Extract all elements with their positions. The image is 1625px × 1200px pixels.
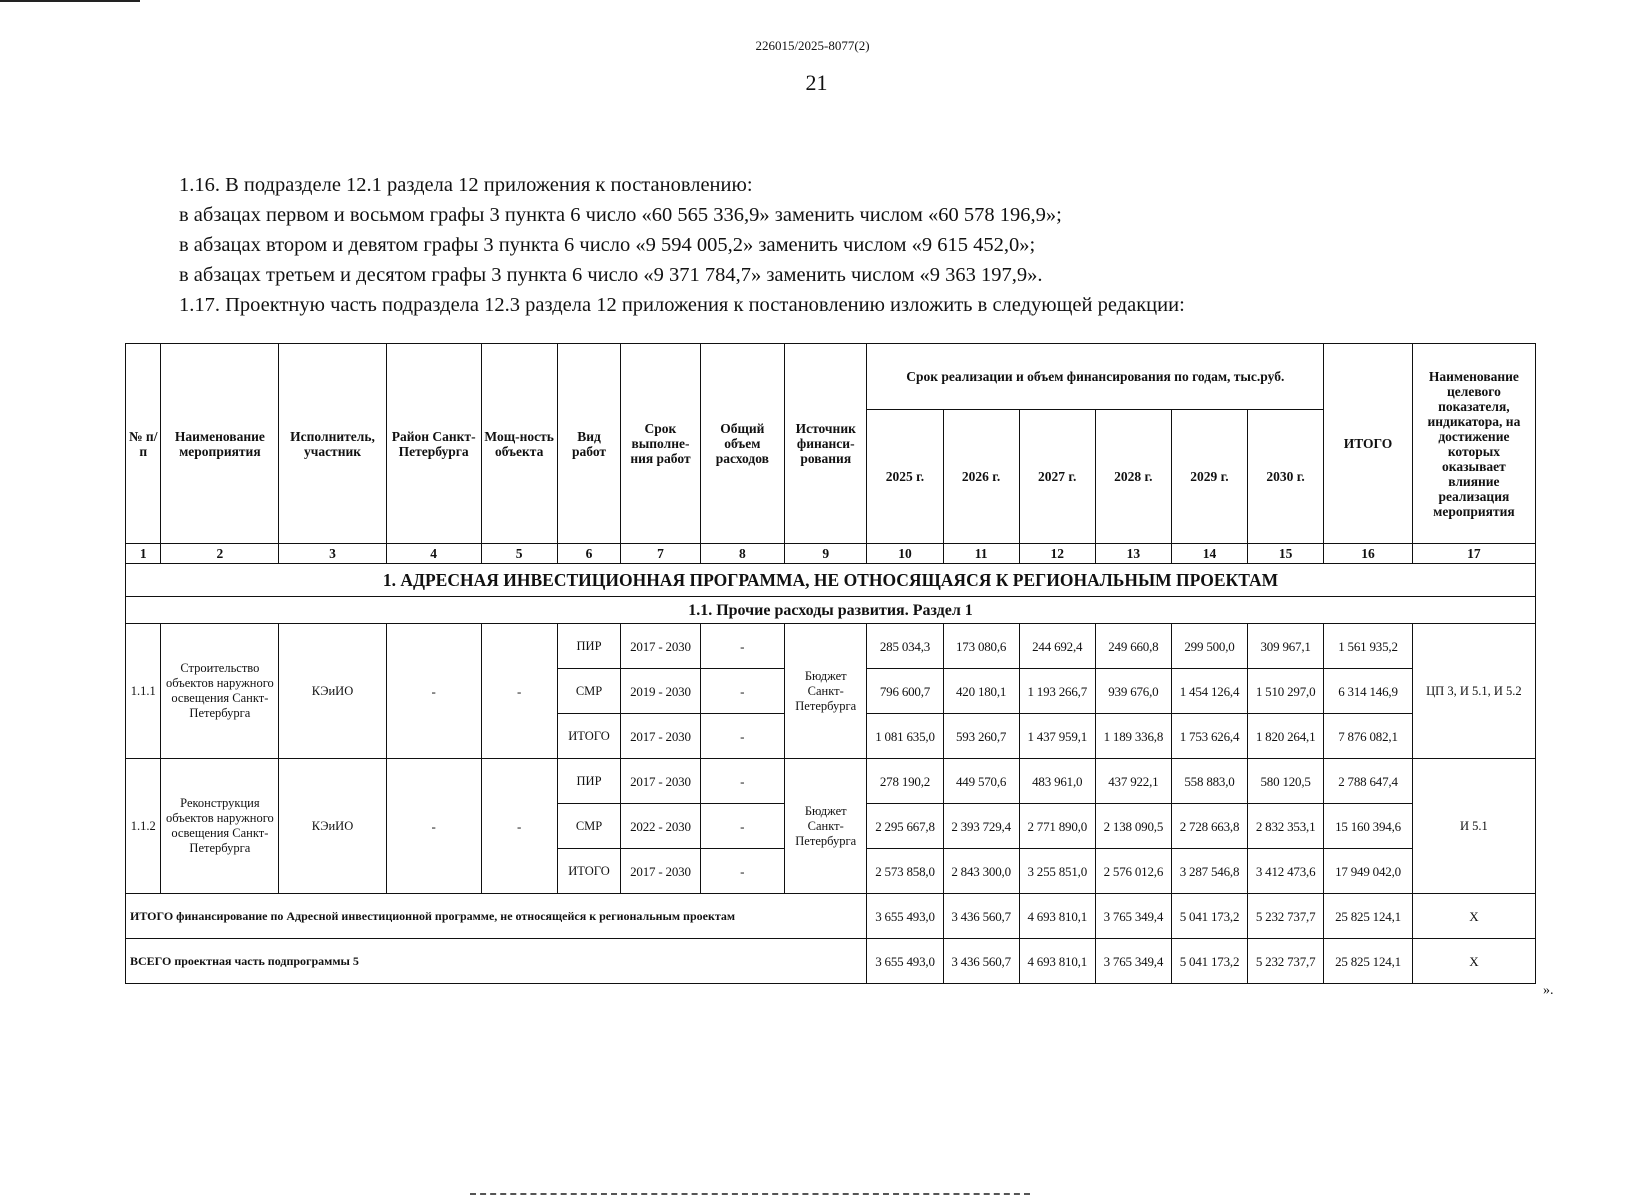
value-2028: 3 765 349,4 bbox=[1095, 894, 1171, 939]
total-cost: - bbox=[700, 804, 784, 849]
work-type: ПИР bbox=[557, 759, 621, 804]
value-2026: 420 180,1 bbox=[943, 669, 1019, 714]
totals-indicator: Х bbox=[1412, 939, 1535, 984]
header-term: Срок выполне-ния работ bbox=[621, 344, 700, 544]
table-row bbox=[126, 624, 1536, 669]
total-cost: - bbox=[700, 714, 784, 759]
item-name: Реконструкция объектов наружного освещения Санкт-Петербурга bbox=[161, 759, 279, 894]
table-row bbox=[126, 759, 1536, 804]
value-2027: 3 255 851,0 bbox=[1019, 849, 1095, 894]
value-2028: 1 189 336,8 bbox=[1095, 714, 1171, 759]
value-2027: 483 961,0 bbox=[1019, 759, 1095, 804]
section-title: 1. АДРЕСНАЯ ИНВЕСТИЦИОННАЯ ПРОГРАММА, НЕ ОТНОСЯЩАЯСЯ К РЕГИОНАЛЬНЫМ ПРОЕКТАМ bbox=[126, 564, 1536, 597]
value-2026: 593 260,7 bbox=[943, 714, 1019, 759]
col-number: 5 bbox=[481, 544, 557, 564]
item-indicator: И 5.1 bbox=[1412, 759, 1535, 894]
value-2025: 3 655 493,0 bbox=[867, 939, 943, 984]
col-number: 10 bbox=[867, 544, 943, 564]
value-2028: 939 676,0 bbox=[1095, 669, 1171, 714]
col-number: 15 bbox=[1248, 544, 1324, 564]
header-indicator: Наименование целевого показателя, индикатора, на достижение которых оказывает влияние реализация мероприятия bbox=[1412, 344, 1535, 544]
header-year-2025: 2025 г. bbox=[867, 410, 943, 544]
term: 2017 - 2030 bbox=[621, 849, 700, 894]
header-name: Наименование мероприятия bbox=[161, 344, 279, 544]
header-itogo: ИТОГО bbox=[1324, 344, 1413, 544]
value-2029: 1 753 626,4 bbox=[1171, 714, 1247, 759]
col-number: 13 bbox=[1095, 544, 1171, 564]
scan-bottom-line bbox=[470, 1193, 1030, 1197]
value-2028: 2 138 090,5 bbox=[1095, 804, 1171, 849]
scan-edge-line bbox=[0, 0, 140, 2]
total-cost: - bbox=[700, 624, 784, 669]
paragraph-line: в абзацах втором и девятом графы 3 пункта 6 число «9 594 005,2» заменить числом «9 615 452,0»; bbox=[179, 234, 1036, 256]
header-year-2030: 2030 г. bbox=[1248, 410, 1324, 544]
item-executor: КЭиИО bbox=[279, 759, 386, 894]
value-2030: 5 232 737,7 bbox=[1248, 939, 1324, 984]
value-2029: 299 500,0 bbox=[1171, 624, 1247, 669]
value-2026: 2 393 729,4 bbox=[943, 804, 1019, 849]
col-number: 16 bbox=[1324, 544, 1413, 564]
item-num: 1.1.2 bbox=[126, 759, 161, 894]
value-2029: 5 041 173,2 bbox=[1171, 894, 1247, 939]
header-num: № п/п bbox=[126, 344, 161, 544]
item-num: 1.1.1 bbox=[126, 624, 161, 759]
item-source: Бюджет Санкт-Петербурга bbox=[785, 759, 867, 894]
value-2030: 580 120,5 bbox=[1248, 759, 1324, 804]
value-2027: 1 193 266,7 bbox=[1019, 669, 1095, 714]
value-2030: 3 412 473,6 bbox=[1248, 849, 1324, 894]
value-2029: 1 454 126,4 bbox=[1171, 669, 1247, 714]
value-2029: 558 883,0 bbox=[1171, 759, 1247, 804]
value-2025: 278 190,2 bbox=[867, 759, 943, 804]
col-number: 8 bbox=[700, 544, 784, 564]
header-executor: Исполнитель, участник bbox=[279, 344, 386, 544]
item-district: - bbox=[386, 759, 481, 894]
item-capacity: - bbox=[481, 759, 557, 894]
closing-quote: ». bbox=[1543, 983, 1554, 998]
value-2030: 5 232 737,7 bbox=[1248, 894, 1324, 939]
value-2026: 2 843 300,0 bbox=[943, 849, 1019, 894]
total-cost: - bbox=[700, 669, 784, 714]
col-number: 4 bbox=[386, 544, 481, 564]
totals-label: ВСЕГО проектная часть подпрограммы 5 bbox=[126, 939, 867, 984]
header-capacity: Мощ-ность объекта bbox=[481, 344, 557, 544]
work-type: ПИР bbox=[557, 624, 621, 669]
column-number-row bbox=[126, 544, 1536, 564]
value-2025: 3 655 493,0 bbox=[867, 894, 943, 939]
col-number: 3 bbox=[279, 544, 386, 564]
col-number: 2 bbox=[161, 544, 279, 564]
value-2025: 2 295 667,8 bbox=[867, 804, 943, 849]
totals-indicator: Х bbox=[1412, 894, 1535, 939]
value-total: 6 314 146,9 bbox=[1324, 669, 1413, 714]
value-2030: 1 820 264,1 bbox=[1248, 714, 1324, 759]
term: 2022 - 2030 bbox=[621, 804, 700, 849]
value-total: 25 825 124,1 bbox=[1324, 894, 1413, 939]
value-2026: 3 436 560,7 bbox=[943, 894, 1019, 939]
header-district: Район Санкт-Петербурга bbox=[386, 344, 481, 544]
value-total: 17 949 042,0 bbox=[1324, 849, 1413, 894]
item-executor: КЭиИО bbox=[279, 624, 386, 759]
term: 2017 - 2030 bbox=[621, 759, 700, 804]
totals-row bbox=[126, 894, 1536, 939]
term: 2017 - 2030 bbox=[621, 714, 700, 759]
document-number: 226015/2025-8077(2) bbox=[755, 38, 870, 53]
value-2025: 2 573 858,0 bbox=[867, 849, 943, 894]
header-year-2026: 2026 г. bbox=[943, 410, 1019, 544]
value-total: 1 561 935,2 bbox=[1324, 624, 1413, 669]
value-2026: 173 080,6 bbox=[943, 624, 1019, 669]
paragraph-1-16: 1.16. В подразделе 12.1 раздела 12 приложения к постановлению: bbox=[179, 174, 753, 196]
header-year-2027: 2027 г. bbox=[1019, 410, 1095, 544]
header-year-2028: 2028 г. bbox=[1095, 410, 1171, 544]
value-2030: 1 510 297,0 bbox=[1248, 669, 1324, 714]
work-type: ИТОГО bbox=[557, 714, 621, 759]
value-2027: 2 771 890,0 bbox=[1019, 804, 1095, 849]
item-capacity: - bbox=[481, 624, 557, 759]
paragraph-1-17: 1.17. Проектную часть подраздела 12.3 раздела 12 приложения к постановлению изложить в следующей редакции: bbox=[179, 294, 1185, 316]
item-source: Бюджет Санкт-Петербурга bbox=[785, 624, 867, 759]
col-number: 6 bbox=[557, 544, 621, 564]
total-cost: - bbox=[700, 849, 784, 894]
value-2026: 3 436 560,7 bbox=[943, 939, 1019, 984]
total-cost: - bbox=[700, 759, 784, 804]
value-2026: 449 570,6 bbox=[943, 759, 1019, 804]
header-total-cost: Общий объем расходов bbox=[700, 344, 784, 544]
value-total: 2 788 647,4 bbox=[1324, 759, 1413, 804]
totals-label: ИТОГО финансирование по Адресной инвестиционной программе, не относящейся к региональным проектам bbox=[126, 894, 867, 939]
value-2027: 244 692,4 bbox=[1019, 624, 1095, 669]
page-number: 21 bbox=[805, 70, 828, 95]
col-number: 11 bbox=[943, 544, 1019, 564]
value-2025: 796 600,7 bbox=[867, 669, 943, 714]
item-indicator: ЦП 3, И 5.1, И 5.2 bbox=[1412, 624, 1535, 759]
value-2027: 1 437 959,1 bbox=[1019, 714, 1095, 759]
value-2025: 285 034,3 bbox=[867, 624, 943, 669]
value-2030: 2 832 353,1 bbox=[1248, 804, 1324, 849]
value-total: 25 825 124,1 bbox=[1324, 939, 1413, 984]
work-type: СМР bbox=[557, 669, 621, 714]
header-year-2029: 2029 г. bbox=[1171, 410, 1247, 544]
work-type: СМР bbox=[557, 804, 621, 849]
value-2030: 309 967,1 bbox=[1248, 624, 1324, 669]
value-2028: 3 765 349,4 bbox=[1095, 939, 1171, 984]
header-work-type: Вид работ bbox=[557, 344, 621, 544]
value-2027: 4 693 810,1 bbox=[1019, 939, 1095, 984]
value-total: 15 160 394,6 bbox=[1324, 804, 1413, 849]
financing-table bbox=[125, 343, 1536, 984]
col-number: 9 bbox=[785, 544, 867, 564]
term: 2017 - 2030 bbox=[621, 624, 700, 669]
value-2029: 3 287 546,8 bbox=[1171, 849, 1247, 894]
col-number: 1 bbox=[126, 544, 161, 564]
value-2027: 4 693 810,1 bbox=[1019, 894, 1095, 939]
value-2028: 437 922,1 bbox=[1095, 759, 1171, 804]
value-2028: 2 576 012,6 bbox=[1095, 849, 1171, 894]
totals-row bbox=[126, 939, 1536, 984]
paragraph-line: в абзацах третьем и десятом графы 3 пункта 6 число «9 371 784,7» заменить числом «9 363 197,9». bbox=[179, 264, 1043, 286]
col-number: 12 bbox=[1019, 544, 1095, 564]
amendment-text bbox=[179, 170, 1579, 320]
value-2028: 249 660,8 bbox=[1095, 624, 1171, 669]
item-name: Строительство объектов наружного освещения Санкт-Петербурга bbox=[161, 624, 279, 759]
header-source: Источник финанси-рования bbox=[785, 344, 867, 544]
value-total: 7 876 082,1 bbox=[1324, 714, 1413, 759]
term: 2019 - 2030 bbox=[621, 669, 700, 714]
value-2029: 2 728 663,8 bbox=[1171, 804, 1247, 849]
header-period-group: Срок реализации и объем финансирования по годам, тыс.руб. bbox=[867, 344, 1324, 410]
col-number: 7 bbox=[621, 544, 700, 564]
value-2029: 5 041 173,2 bbox=[1171, 939, 1247, 984]
value-2025: 1 081 635,0 bbox=[867, 714, 943, 759]
work-type: ИТОГО bbox=[557, 849, 621, 894]
col-number: 17 bbox=[1412, 544, 1535, 564]
subsection-title: 1.1. Прочие расходы развития. Раздел 1 bbox=[126, 597, 1536, 624]
item-district: - bbox=[386, 624, 481, 759]
paragraph-line: в абзацах первом и восьмом графы 3 пункта 6 число «60 565 336,9» заменить числом «60 578 196,9»; bbox=[179, 204, 1062, 226]
col-number: 14 bbox=[1171, 544, 1247, 564]
